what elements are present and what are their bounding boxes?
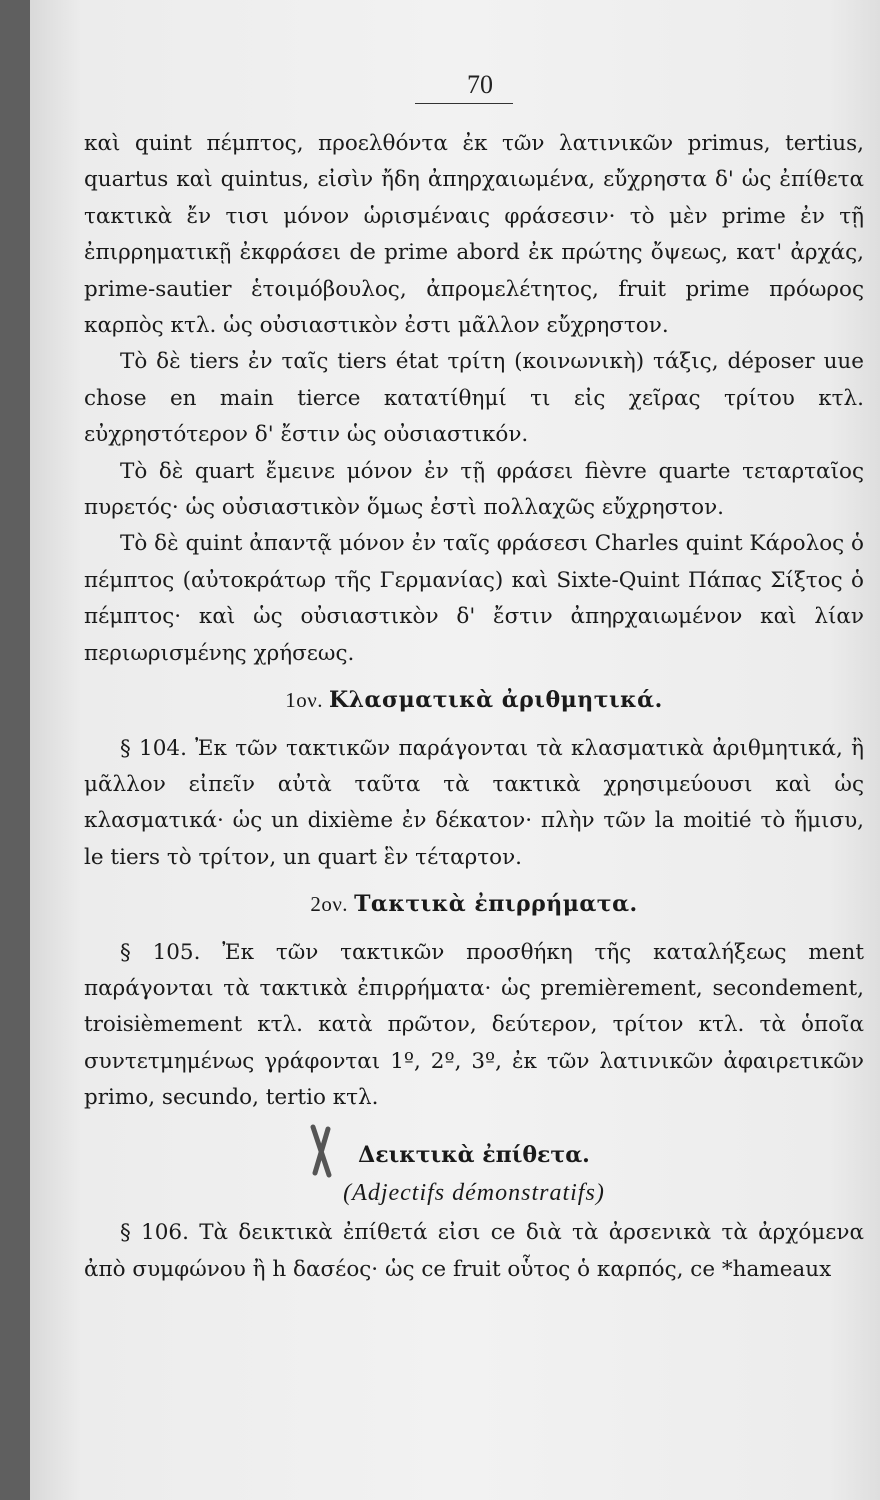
book-page: [30, 0, 880, 1500]
body-text: [84, 126, 864, 1288]
section-heading-demonstratives: [84, 1137, 864, 1173]
section-heading-number: 1ον.: [285, 688, 323, 713]
header-rule: [415, 103, 513, 104]
section-heading-title: Τακτικὰ ἐπιρρήματα.: [354, 891, 638, 918]
paragraph-105: § 105. Ἐκ τῶν τακτικῶν προσθήκη τῆς καταλήξεως ment παράγονται τὰ τακτικὰ ἐπιρρήματα· ὡς premièrement, secondement, troisièmement κτλ. κατὰ πρῶτον, δεύτερον, τρίτον κτλ. τὰ ὁποῖα συντετμημένως γράφονται 1º, 2º, 3º, ἐκ τῶν λατινικῶν ἀφαιρετικῶν primo, secundo, tertio κτλ.: [84, 939, 864, 1111]
paragraph-4: Τὸ δὲ quint ἀπαντᾷ μόνον ἐν ταῖς φράσεσι Charles quint Κάρολος ὁ πέμπτος (αὐτοκράτωρ τῆς Γερμανίας) καὶ Sixte-Quint Πάπας Σίξτος ὁ πέμπτος· καὶ ὡς οὐσιαστικὸν δ' ἔστιν ἀπηρχαιωμένον καὶ λίαν περιωρισμένης χρήσεως.: [84, 531, 864, 666]
paragraph-3: Τὸ δὲ quart ἔμεινε μόνον ἐν τῇ φράσει fièvre quarte τεταρταῖος πυρετός· ὡς οὐσιαστικὸν ὅμως ἐστὶ πολλαχῶς εὔχρηστον.: [84, 458, 864, 521]
section-heading-title: Δεικτικὰ ἐπίθετα.: [358, 1141, 590, 1168]
section-heading-title: Κλασματικὰ ἀριθμητικά.: [328, 687, 663, 714]
paragraph-106: § 106. Τὰ δεικτικὰ ἐπίθετά εἰσι ce διὰ τὰ ἀρσενικὰ τὰ ἀρχόμενα ἀπὸ συμφώνου ἢ h δασέος· ὡς ce fruit οὗτος ὁ καρπός, ce *hameaux: [84, 1220, 864, 1282]
section-subheading: (Adjectifs démonstratifs): [343, 1179, 605, 1206]
paragraph-1: καὶ quint πέμπτος, προελθόντα ἐκ τῶν λατινικῶν primus, tertius, quartus καὶ quintus, εἰσὶν ἤδη ἀπηρχαιωμένα, εὔχρηστα δ' ὡς ἐπίθετα τακτικὰ ἔν τισι μόνον ὡρισμέναις φράσεσιν· τὸ μὲν prime ἐν τῇ ἐπιρρηματικῇ ἐκφράσει de prime abord ἐκ πρώτης ὄψεως, κατ' ἀρχάς, prime-sautier ἑτοιμόβουλος, ἀπρομελέτητος, fruit prime πρόωρος καρπὸς κτλ. ὡς οὐσιαστικὸν ἐστι μᾶλλον εὔχρηστον.: [84, 131, 864, 339]
page-number: 70: [467, 70, 493, 99]
paragraph-104: § 104. Ἐκ τῶν τακτικῶν παράγονται τὰ κλασματικὰ ἀριθμητικά, ἢ μᾶλλον εἰπεῖν αὐτὰ ταῦτα τὰ τακτικὰ χρησιμεύουσι καὶ ὡς κλασματικά· ὡς un dixième ἐν δέκατον· πλὴν τῶν la moitié τὸ ἥμισυ, le tiers τὸ τρίτον, un quart ἓν τέταρτον.: [84, 735, 864, 870]
section-heading-fractional: [84, 682, 864, 718]
paragraph-2: Τὸ δὲ tiers ἐν ταῖς tiers état τρίτη (κοινωνικὴ) τάξις, déposer uue chose en main tierce κατατίθημί τι εἰς χεῖρας τρίτου κτλ. εὐχρηστότερον δ' ἔστιν ὡς οὐσιαστικόν.: [84, 349, 864, 448]
handwritten-x-mark-icon: [310, 1123, 332, 1179]
section-heading-adverbs: [84, 886, 864, 922]
section-heading-number: 2ον.: [310, 892, 349, 917]
